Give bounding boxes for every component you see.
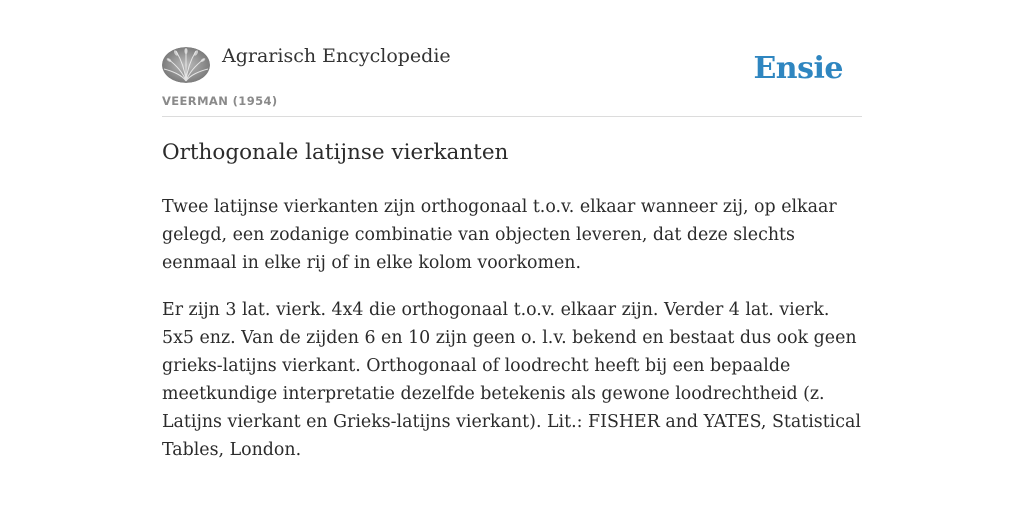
source-attribution: VEERMAN (1954)	[162, 94, 278, 108]
article-paragraph: Twee latijnse vierkanten zijn orthogonaal t.o.v. elkaar wanneer zij, op elkaar gelegd, een zodanige combinatie van objecten leveren, dat deze slechts eenmaal in elke rij of in elke kolom voorkomen.	[162, 197, 837, 273]
wheat-sheaf-logo-icon[interactable]	[162, 47, 210, 83]
book-title[interactable]: Agrarisch Encyclopedie	[222, 45, 451, 67]
brand-logo[interactable]: Ensie	[753, 51, 843, 86]
header	[162, 0, 862, 117]
article-title: Orthogonale latijnse vierkanten	[162, 140, 509, 165]
article-body	[162, 193, 862, 483]
page	[162, 0, 862, 460]
article-paragraph: Er zijn 3 lat. vierk. 4x4 die orthogonaal t.o.v. elkaar zijn. Verder 4 lat. vierk. 5x5 enz. Van de zijden 6 en 10 zijn geen o. l.v. bekend en bestaat dus ook geen grieks-latijns vierkant. Orthogonaal of loodrecht heeft bij een bepaalde meetkundige interpretatie dezelfde betekenis als gewone loodrechtheid (z. Latijns vierkant en Grieks-latijns vierkant). Lit.: FISHER and YATES, Statistical Tables, London.	[162, 300, 861, 460]
